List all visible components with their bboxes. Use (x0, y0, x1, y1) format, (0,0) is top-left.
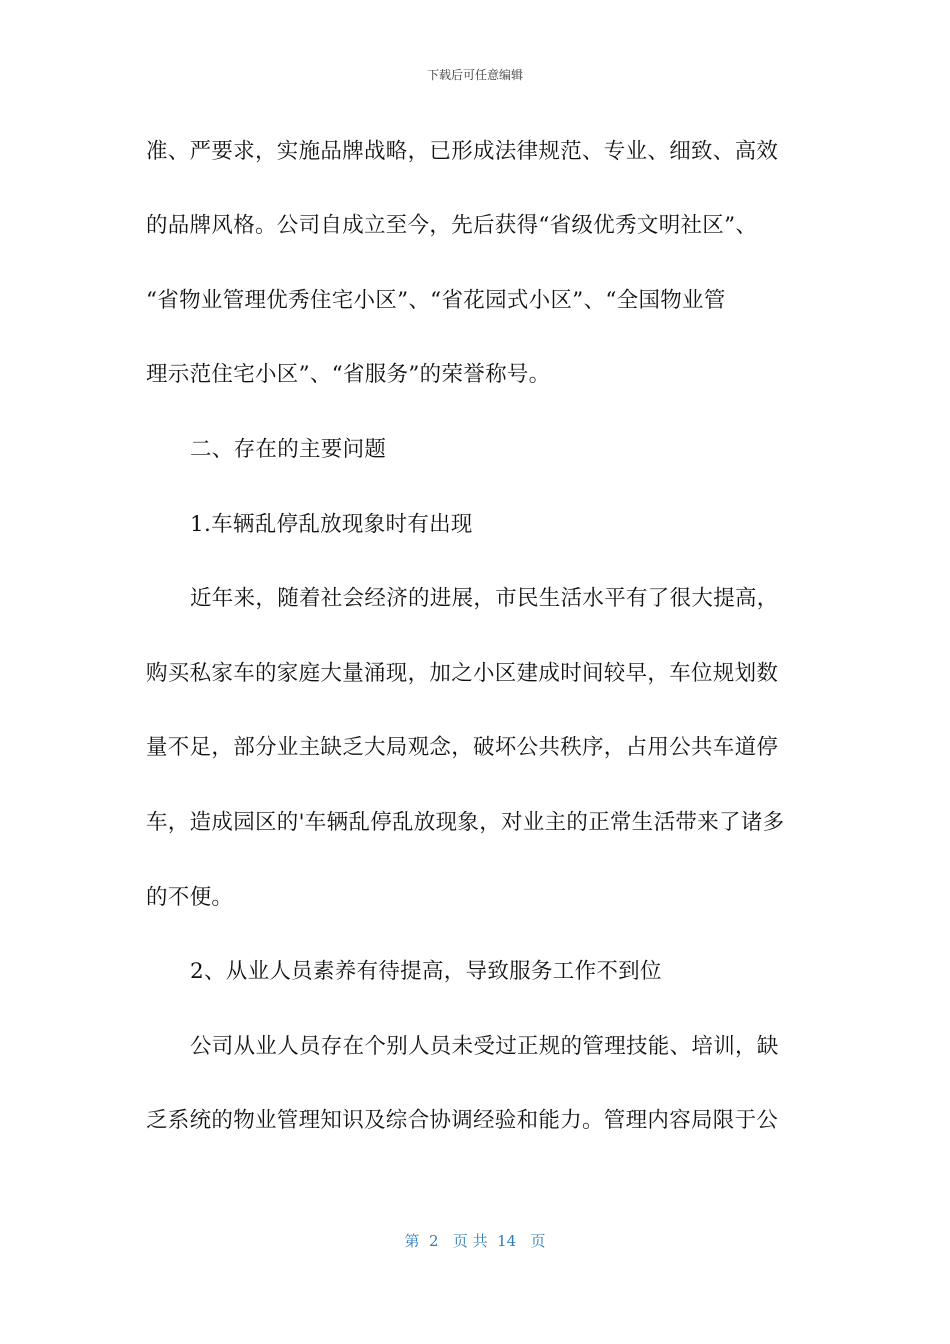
text-line: 公司从业人员存在个别人员未受过正规的管理技能、培训，缺 (190, 1034, 779, 1059)
text-line: 的品牌风格。公司自成立至今，先后获得“省级优秀文明社区”、 (146, 213, 758, 238)
text-line: 购买私家车的家庭大量涌现，加之小区建成时间较早，车位规划数 (146, 661, 779, 686)
text-line: 准、严要求，实施品牌战略，已形成法律规范、专业、细致、高效 (146, 139, 779, 164)
text-line: 乏系统的物业管理知识及综合协调经验和能力。管理内容局限于公 (146, 1108, 779, 1133)
text-line: 的不便。 (146, 885, 234, 910)
page-header: 下载后可任意编辑 (426, 68, 523, 82)
subsection-heading: 2、从业人员素养有待提高，导致服务工作不到位 (190, 959, 662, 984)
text-line: “省物业管理优秀住宅小区”、“省花园式小区”、“全国物业管 (146, 288, 726, 313)
text-line: 车，造成园区的'车辆乱停乱放现象，对业主的正常生活带来了诸多 (146, 810, 785, 835)
text-line: 理示范住宅小区”、“省服务”的荣誉称号。 (146, 362, 551, 387)
subsection-heading: 1.车辆乱停乱放现象时有出现 (190, 512, 473, 537)
page-footer: 第 2 页 共 14 页 (404, 1232, 546, 1250)
text-line: 近年来，随着社会经济的进展，市民生活水平有了很大提高， (190, 586, 779, 611)
text-line: 量不足，部分业主缺乏大局观念，破坏公共秩序，占用公共车道停 (146, 735, 779, 760)
section-heading: 二、存在的主要问题 (190, 437, 387, 462)
